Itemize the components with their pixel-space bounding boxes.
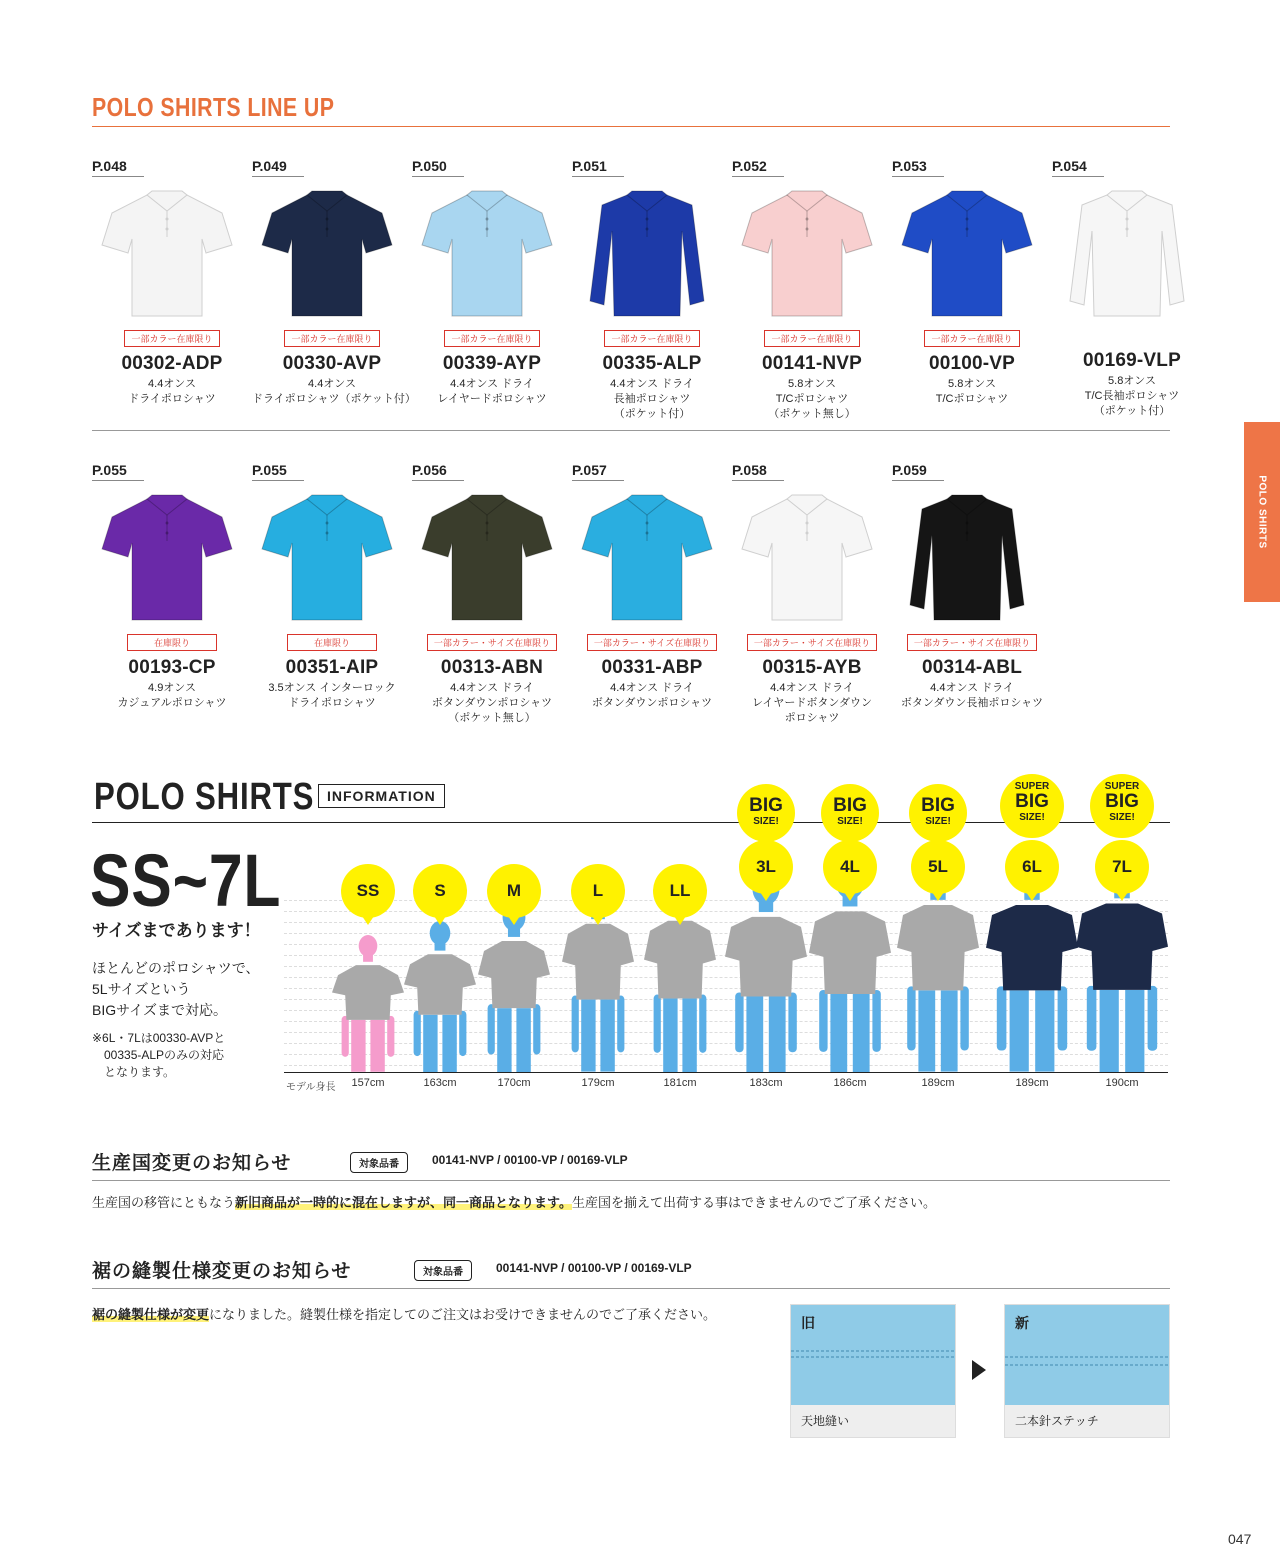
model-height: 189cm <box>1015 1077 1049 1089</box>
notice1-text-post: 生産国を揃えて出荷する事はできませんのでご了承ください。 <box>571 1195 936 1210</box>
size-subtitle: サイズまであります！ <box>92 921 261 940</box>
big-size-badge <box>821 784 879 842</box>
page-ref[interactable]: P.051 <box>572 158 624 177</box>
stock-badge: 一部カラー在庫限り <box>444 330 539 347</box>
stock-badge: 一部カラー・サイズ在庫限り <box>587 634 717 651</box>
page-ref[interactable]: P.053 <box>892 158 944 177</box>
polo-shirt-icon <box>572 181 722 321</box>
product-code: 00351-AIP <box>285 657 379 678</box>
model-height: 170cm <box>497 1077 531 1089</box>
polo-shirt-icon <box>92 181 242 321</box>
product-code: 00339-AYP <box>442 353 542 374</box>
product-desc: 4.4オンス ドライポロシャツ <box>128 378 216 405</box>
model-height: 163cm <box>423 1077 457 1089</box>
stock-badge: 一部カラー・サイズ在庫限り <box>747 634 877 651</box>
product-desc: 4.4オンス ドライ 長袖ポロシャツ （ポケット付） <box>610 378 694 420</box>
polo-shirt-icon <box>92 485 242 625</box>
big-label: BIG <box>1015 791 1049 812</box>
notice2-title: 裾の縫製仕様変更のお知らせ <box>92 1261 352 1282</box>
model-figure <box>400 921 480 1077</box>
product-card[interactable] <box>252 462 412 711</box>
bubble-tail <box>760 892 772 901</box>
notice2-rule <box>92 1288 1170 1289</box>
product-desc: 4.4オンス ドライ ボタンダウンポロシャツ <box>591 682 713 709</box>
super-big-size-badge <box>1000 774 1064 838</box>
product-code: 00315-AYB <box>762 657 862 678</box>
product-code: 00302-ADP <box>121 353 223 374</box>
product-code: 00193-CP <box>128 657 216 678</box>
stock-badge: 一部カラー在庫限り <box>124 330 219 347</box>
product-card[interactable] <box>1052 158 1212 419</box>
model-height: 190cm <box>1105 1077 1139 1089</box>
notice1-title: 生産国変更のお知らせ <box>92 1153 292 1174</box>
polo-shirt-icon <box>252 181 402 321</box>
model-height: 189cm <box>921 1077 955 1089</box>
stock-badge: 一部カラー在庫限り <box>604 330 699 347</box>
super-big-size-badge <box>1090 774 1154 838</box>
info-badge: INFORMATION <box>318 784 445 808</box>
model-height: 186cm <box>833 1077 867 1089</box>
polo-shirt-icon <box>732 485 882 625</box>
fabric-old-label: 旧 <box>801 1315 815 1331</box>
title-rule <box>92 126 1170 127</box>
bubble-tail <box>434 916 446 925</box>
size-label: SS <box>356 881 380 900</box>
size-label: M <box>506 881 522 900</box>
product-card[interactable] <box>732 158 892 422</box>
size-exclaim: SIZE! <box>925 816 951 827</box>
person-silhouette-icon <box>721 873 811 1072</box>
product-code: 00330-AVP <box>282 353 382 374</box>
bubble-tail <box>1026 892 1038 901</box>
size-exclaim: SIZE! <box>1019 812 1045 823</box>
size-bubble <box>823 840 877 894</box>
product-desc: 3.5オンス インターロック ドライポロシャツ <box>268 682 396 709</box>
product-card[interactable] <box>892 462 1052 711</box>
big-size-badge <box>909 784 967 842</box>
polo-shirt-icon <box>892 485 1042 625</box>
page-number: 047 <box>1228 1531 1252 1547</box>
product-code: 00313-ABN <box>440 657 544 678</box>
notice2-text-post: になりました。縫製仕様を指定してのご注文はお受けできませんのでご了承ください。 <box>209 1307 717 1322</box>
size-body: ほとんどのポロシャツで、 5Lサイズという BIGサイズまで対応。 <box>92 960 260 1018</box>
notice1-rule <box>92 1180 1170 1181</box>
size-label: LL <box>669 881 691 900</box>
fabric-new-label: 新 <box>1015 1315 1029 1331</box>
product-code: 00335-ALP <box>602 353 702 374</box>
fabric-old-swatch <box>791 1305 956 1405</box>
size-model-chart <box>284 770 1174 1100</box>
polo-shirt-icon <box>412 485 562 625</box>
notice1-text-pre: 生産国の移管にともなう <box>92 1195 236 1210</box>
person-silhouette-icon <box>474 904 554 1072</box>
model-height: 183cm <box>749 1077 783 1089</box>
super-label: SUPER <box>1104 781 1140 792</box>
fabric-old-caption: 天地縫い <box>801 1414 850 1428</box>
big-label: BIG <box>1105 791 1139 812</box>
stock-badge: 一部カラー・サイズ在庫限り <box>427 634 557 651</box>
page-ref[interactable]: P.048 <box>92 158 144 177</box>
product-card[interactable] <box>92 462 252 711</box>
polo-shirt-icon <box>892 181 1042 321</box>
super-label: SUPER <box>1014 781 1050 792</box>
size-bubble <box>487 864 541 918</box>
product-desc: 4.4オンス ドライ レイヤードポロシャツ <box>437 378 547 405</box>
size-bubble <box>653 864 707 918</box>
model-height: 157cm <box>351 1077 385 1089</box>
bubble-tail <box>932 892 944 901</box>
model-height: 181cm <box>663 1077 697 1089</box>
big-label: BIG <box>749 795 783 816</box>
product-code: 00100-VP <box>928 353 1016 374</box>
model-figure <box>474 904 554 1077</box>
size-exclaim: SIZE! <box>1109 812 1135 823</box>
product-card[interactable] <box>572 158 732 422</box>
stitch-new-icon <box>1005 1305 1170 1405</box>
polo-shirt-icon <box>572 485 722 625</box>
notice1-items: 00141-NVP / 00100-VP / 00169-VLP <box>432 1153 628 1167</box>
product-desc: 4.4オンス ドライポロシャツ（ポケット付） <box>252 378 416 405</box>
person-silhouette-icon <box>328 935 408 1072</box>
bubble-tail <box>844 892 856 901</box>
page-ref[interactable]: P.055 <box>252 462 304 481</box>
size-label: 6L <box>1022 857 1042 876</box>
page-ref[interactable]: P.049 <box>252 158 304 177</box>
product-card[interactable] <box>732 462 892 726</box>
person-silhouette-icon <box>400 921 480 1072</box>
fabric-new-caption: 二本針ステッチ <box>1015 1414 1099 1428</box>
stock-badge: 在庫限り <box>287 634 377 651</box>
info-title: POLO SHIRTS <box>94 776 315 818</box>
fabric-new-swatch <box>1005 1305 1170 1405</box>
notice2-text <box>92 1304 716 1323</box>
page-ref[interactable]: P.052 <box>732 158 784 177</box>
bubble-tail <box>508 916 520 925</box>
size-note: ※6L・7Lは00330-AVPと 00335-ALPのみの対応 となります。 <box>92 1031 226 1079</box>
product-desc: 5.8オンス T/Cポロシャツ （ポケット無し） <box>768 378 856 420</box>
product-desc: 4.4オンス ドライ レイヤードボタンダウン ポロシャツ <box>751 682 872 724</box>
stitch-old-icon <box>791 1305 956 1405</box>
size-exclaim: SIZE! <box>837 816 863 827</box>
size-bubble <box>1095 840 1149 894</box>
notice2-text-highlight: 裾の縫製仕様が変更 <box>92 1307 210 1322</box>
side-tab-label: POLO SHIRTS <box>1256 475 1268 549</box>
notice2-items: 00141-NVP / 00100-VP / 00169-VLP <box>496 1261 692 1275</box>
size-label: 3L <box>756 857 776 876</box>
notice1-text <box>92 1192 936 1211</box>
model-figure <box>328 935 408 1077</box>
size-label: 5L <box>928 857 948 876</box>
page-ref[interactable]: P.050 <box>412 158 464 177</box>
model-height-label: モデル身長 <box>286 1082 336 1093</box>
arrow-right-icon <box>972 1360 986 1380</box>
size-range: SS~7L <box>90 839 282 922</box>
stock-badge: 一部カラー在庫限り <box>764 330 859 347</box>
fabric-new <box>1004 1304 1170 1438</box>
product-desc: 5.8オンス T/C長袖ポロシャツ （ポケット付） <box>1084 375 1180 417</box>
stock-badge: 一部カラー・サイズ在庫限り <box>907 634 1037 651</box>
product-code: 00169-VLP <box>1083 350 1181 371</box>
model-height: 179cm <box>581 1077 615 1089</box>
bubble-tail <box>592 916 604 925</box>
notice2-badge: 対象品番 <box>414 1260 472 1281</box>
bubble-tail <box>1116 892 1128 901</box>
size-bubble <box>739 840 793 894</box>
page-ref[interactable]: P.055 <box>92 462 144 481</box>
product-desc: 4.4オンス ドライ ボタンダウン長袖ポロシャツ <box>900 682 1044 709</box>
product-card[interactable] <box>412 462 572 726</box>
size-bubble <box>413 864 467 918</box>
product-card[interactable] <box>892 158 1052 407</box>
polo-shirt-icon <box>732 181 882 321</box>
polo-shirt-icon <box>1052 181 1202 321</box>
model-figure <box>721 873 811 1077</box>
bubble-tail <box>362 916 374 925</box>
page-ref[interactable]: P.057 <box>572 462 624 481</box>
page-ref[interactable]: P.056 <box>412 462 464 481</box>
size-label: 7L <box>1112 857 1132 876</box>
fabric-old <box>790 1304 956 1438</box>
side-tab[interactable] <box>1244 422 1280 602</box>
size-label: 4L <box>840 857 860 876</box>
size-label: S <box>434 881 446 900</box>
product-card[interactable] <box>252 158 416 407</box>
product-desc: 4.4オンス ドライ ボタンダウンポロシャツ （ポケット無し） <box>431 682 553 724</box>
product-code: 00331-ABP <box>601 657 703 678</box>
big-size-badge <box>737 784 795 842</box>
product-desc: 4.9オンス カジュアルポロシャツ <box>117 682 227 709</box>
product-code: 00141-NVP <box>761 353 863 374</box>
stock-badge: 在庫限り <box>127 634 217 651</box>
stock-badge: 一部カラー在庫限り <box>284 330 379 347</box>
polo-shirt-icon <box>412 181 562 321</box>
size-bubble <box>571 864 625 918</box>
product-card[interactable] <box>412 158 572 407</box>
size-bubble <box>1005 840 1059 894</box>
big-label: BIG <box>921 795 955 816</box>
polo-shirt-icon <box>252 485 402 625</box>
bubble-tail <box>674 916 686 925</box>
size-label: L <box>592 881 604 900</box>
size-bubble <box>341 864 395 918</box>
notice1-badge: 対象品番 <box>350 1152 408 1173</box>
product-code: 00314-ABL <box>921 657 1022 678</box>
product-card[interactable] <box>92 158 252 407</box>
size-exclaim: SIZE! <box>753 816 779 827</box>
row-divider <box>92 430 1170 431</box>
big-label: BIG <box>833 795 867 816</box>
product-desc: 5.8オンス T/Cポロシャツ <box>935 378 1009 405</box>
product-card[interactable] <box>572 462 732 711</box>
stock-badge: 一部カラー在庫限り <box>924 330 1019 347</box>
lineup-title: POLO SHIRTS LINE UP <box>92 92 335 122</box>
page-ref[interactable]: P.059 <box>892 462 944 481</box>
page-ref[interactable]: P.054 <box>1052 158 1104 177</box>
notice1-text-highlight: 新旧商品が一時的に混在しますが、同一商品となります。 <box>235 1195 572 1210</box>
size-bubble <box>911 840 965 894</box>
page-ref[interactable]: P.058 <box>732 462 784 481</box>
